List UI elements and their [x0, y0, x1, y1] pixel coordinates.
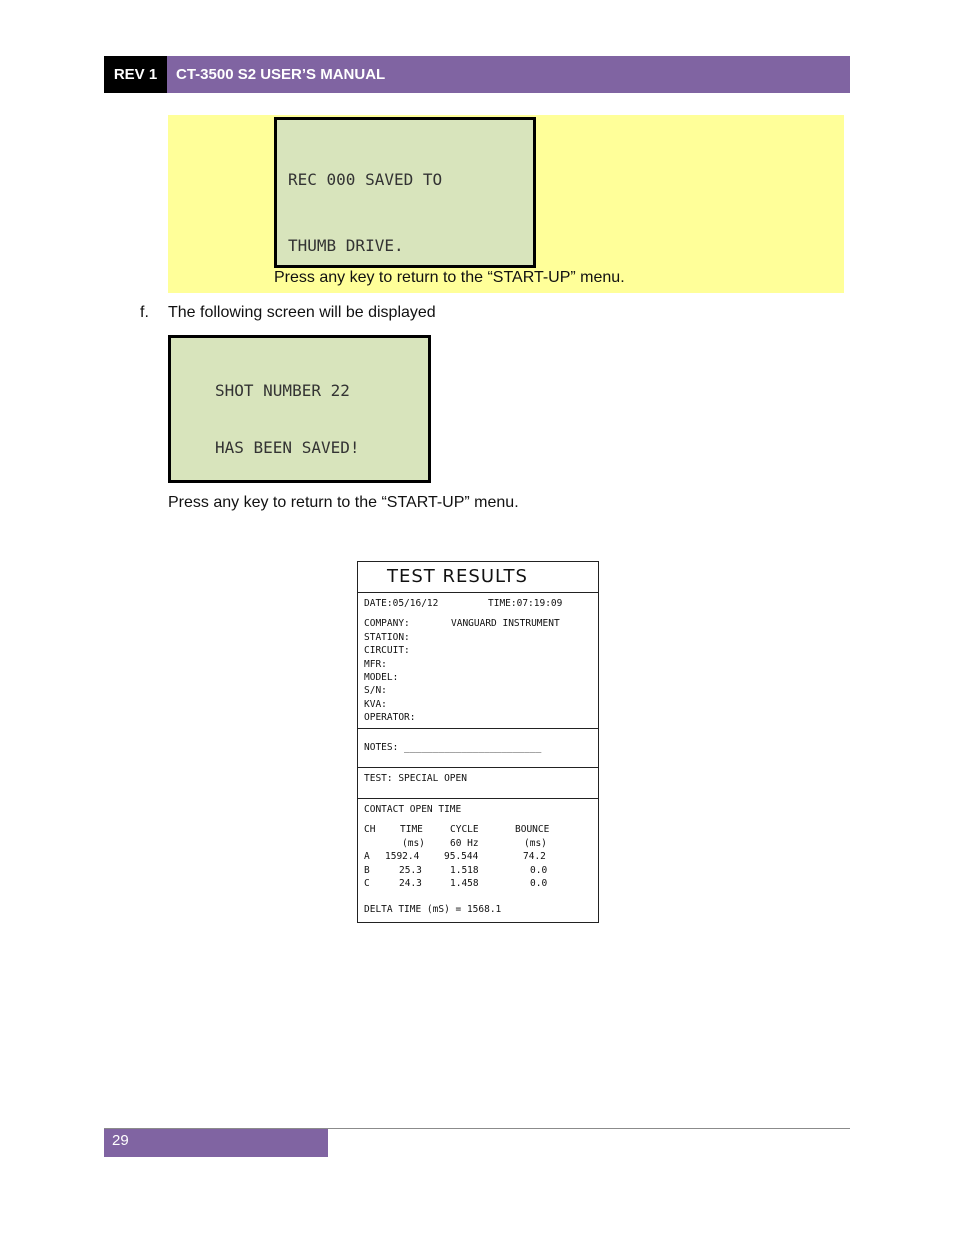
table-row — [364, 850, 592, 863]
cell-bounce: 0.0 — [530, 877, 548, 889]
manual-title: CT-3500 S2 USER’S MANUAL — [167, 56, 850, 93]
step-marker: f. — [140, 304, 149, 321]
results-section-title: CONTACT OPEN TIME — [364, 804, 462, 815]
test-type: TEST: SPECIAL OPEN — [364, 773, 467, 784]
field-label: OPERATOR: — [364, 712, 416, 724]
field-row — [364, 671, 592, 684]
lcd-line: HAS BEEN SAVED! — [215, 438, 360, 457]
unit-label: (ms) — [402, 837, 425, 849]
table-row — [364, 877, 592, 890]
revision-label: REV 1 — [104, 56, 167, 93]
table-row — [364, 864, 592, 877]
field-row — [364, 658, 592, 671]
company-value: VANGUARD INSTRUMENT — [451, 618, 560, 630]
cell-time: 1592.4 — [385, 851, 420, 863]
notes-line: NOTES: ________________________ — [364, 742, 542, 753]
cell-time: 24.3 — [399, 877, 422, 889]
company-label: COMPANY: — [364, 618, 410, 630]
field-row — [364, 644, 592, 657]
ticket-title: TEST RESULTS — [358, 562, 598, 593]
cell-cycle: 1.518 — [450, 864, 479, 876]
unit-label: (ms) — [524, 837, 547, 849]
field-label: S/N: — [364, 685, 387, 697]
field-row — [364, 684, 592, 697]
field-row — [364, 698, 592, 711]
column-header: CH — [364, 824, 376, 836]
instruction-return-startup-2: Press any key to return to the “START-UP” menu. — [168, 494, 519, 511]
page-number: 29 — [104, 1129, 328, 1157]
column-header: BOUNCE — [515, 824, 550, 836]
ticket-time: TIME:07:19:09 — [488, 598, 563, 609]
instruction-return-startup: Press any key to return to the “START-UP” menu. — [274, 269, 625, 286]
company-row — [364, 617, 592, 630]
cell-bounce: 74.2 — [523, 851, 546, 863]
lcd-screen-shot-saved — [168, 335, 431, 483]
column-header: TIME — [400, 824, 423, 836]
unit-label: 60 Hz — [450, 837, 479, 849]
cell-cycle: 1.458 — [450, 877, 479, 889]
ticket-info-section — [358, 593, 598, 729]
field-label: CIRCUIT: — [364, 645, 410, 657]
lcd-screen-saved-to-thumb-drive — [274, 117, 536, 268]
page-header — [104, 56, 850, 93]
units-row — [364, 837, 592, 850]
ticket-results-section — [358, 799, 598, 917]
cell-cycle: 95.544 — [444, 851, 479, 863]
lcd-line: SHOT NUMBER 22 — [215, 381, 350, 400]
field-row — [364, 711, 592, 724]
date-time-row — [364, 597, 592, 610]
lcd-line: THUMB DRIVE. — [288, 236, 404, 255]
field-label: MODEL: — [364, 671, 399, 683]
delta-time: DELTA TIME (mS) = 1568.1 — [364, 904, 502, 916]
lcd-line: REC 000 SAVED TO — [288, 170, 443, 189]
cell-ch: A — [364, 851, 370, 863]
test-results-printout — [357, 561, 599, 923]
ticket-notes-section — [358, 729, 598, 768]
column-header: CYCLE — [450, 824, 479, 836]
cell-bounce: 0.0 — [530, 864, 548, 876]
step-text: The following screen will be displayed — [168, 304, 436, 321]
cell-ch: C — [364, 877, 370, 889]
column-header-row — [364, 823, 592, 836]
cell-ch: B — [364, 864, 370, 876]
step-f — [140, 304, 436, 322]
cell-time: 25.3 — [399, 864, 422, 876]
field-label: KVA: — [364, 698, 387, 710]
ticket-test-section — [358, 768, 598, 799]
field-row — [364, 631, 592, 644]
field-label: STATION: — [364, 631, 410, 643]
ticket-date: DATE:05/16/12 — [364, 598, 439, 609]
field-label: MFR: — [364, 658, 387, 670]
